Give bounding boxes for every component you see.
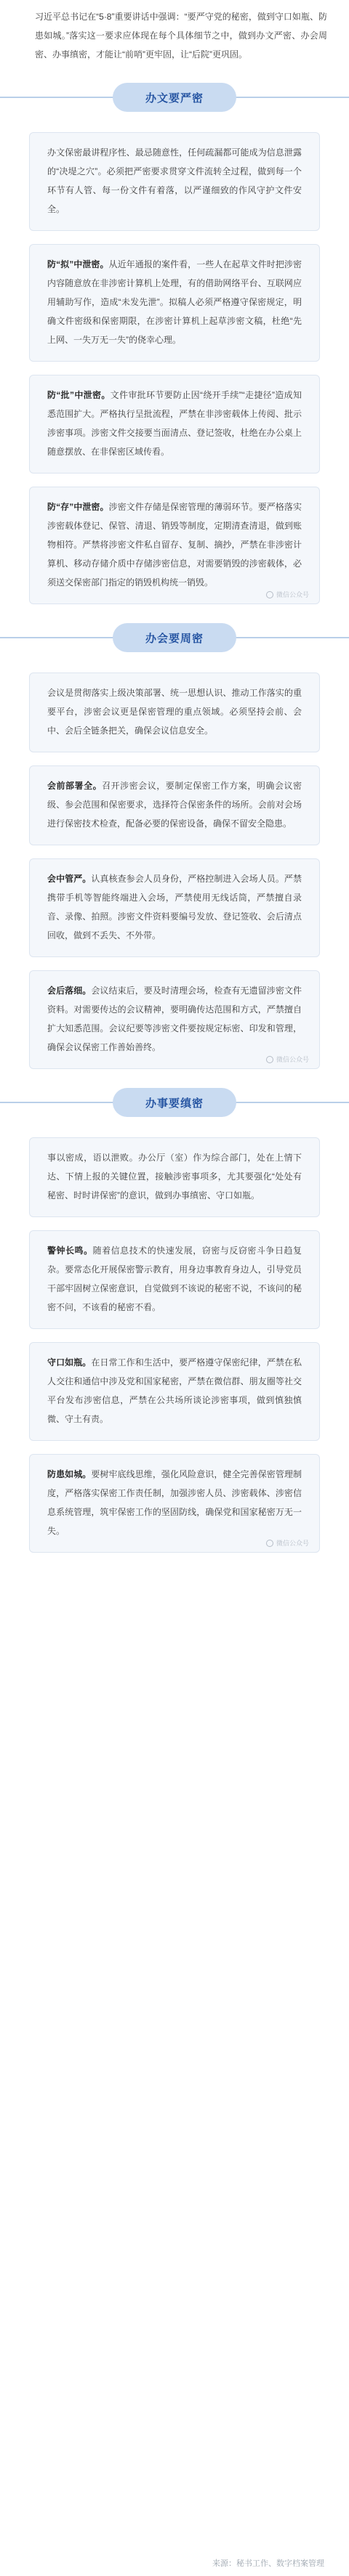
intro-paragraph: 习近平总书记在“5·8”重要讲话中强调：“要严守党的秘密，做到守口如瓶、防患如城。”落实这一要求应体现在每个具体细节之中，做到办文严密、办会周密、办事缜密，才能让“前哨”更牢固，让“后院”更巩固。 [35,12,327,60]
content-card [29,1137,320,1217]
watermark-text: 微信公众号 [276,1056,309,1063]
content-card [29,970,320,1069]
card-paragraph [47,776,302,833]
section-title: 办文要严密 [113,83,236,112]
content-card [29,765,320,845]
card-lead: 会中管严。 [47,874,92,884]
content-card [29,858,320,957]
card-paragraph [47,143,302,219]
card-lead: 防“拟”中泄密。 [47,259,109,269]
card-text: 事以密成，语以泄败。办公厅（室）作为综合部门，处在上情下达、下情上报的关键位置，接触涉密事项多，尤其要强化“处处有秘密、时时讲保密”的意识，做到办事缜密、守口如瓶。 [47,1153,302,1200]
card-paragraph [47,1241,302,1317]
card-text: 随着信息技术的快速发展，窃密与反窃密斗争日趋复杂。要常态化开展保密警示教育，用身边事教育身边人，引导党员干部牢固树立保密意识，自觉做到不该说的秘密不说，不该问的秘密不问，不该看的秘密不看。 [47,1246,302,1312]
card-lead: 警钟长鸣。 [47,1246,93,1256]
content-card [29,1454,320,1553]
content-card [29,132,320,231]
card-lead: 防“存”中泄密。 [47,502,109,512]
watermark-text: 微信公众号 [276,591,309,598]
card-lead: 会后落细。 [47,986,92,996]
watermark [266,1538,309,1548]
card-lead: 会前部署全。 [47,781,103,791]
card-paragraph [47,981,302,1057]
card-text: 办文保密最讲程序性、最忌随意性，任何疏漏都可能成为信息泄露的“决堤之穴”。必须把严密要求贯穿文件流转全过程，做到每一个环节有人管、每一份文件有着落，以严谨细致的作风守护文件安全。 [47,147,302,214]
card-text: 在日常工作和生活中，要严格遵守保密纪律，严禁在私人交往和通信中涉及党和国家秘密，严禁在微信群、朋友圈等社交平台发布涉密信息，严禁在公共场所谈论涉密事项，做到慎独慎微、守土有责。 [47,1357,302,1424]
card-paragraph [47,1353,302,1429]
article-sections [0,78,349,1553]
card-text: 要树牢底线思维，强化风险意识，健全完善保密管理制度，严格落实保密工作责任制，加强涉密人员、涉密载体、涉密信息系统管理，筑牢保密工作的坚固防线，确保党和国家秘密万无一失。 [47,1469,302,1536]
section-title: 办会要周密 [113,623,236,652]
section-banner [0,1084,349,1121]
card-lead: 守口如瓶。 [47,1357,92,1368]
card-text: 会议结束后，要及时清理会场，检查有无遗留涉密文件资料。对需要传达的会议精神，要明确传达范围和方式，严禁擅自扩大知悉范围。会议纪要等涉密文件要按规定标密、印发和管理，确保会议保密工作善始善终。 [47,986,302,1052]
card-text: 认真核查参会人员身份，严格控制进入会场人员。严禁携带手机等智能终端进入会场，严禁使用无线话筒，严禁擅自录音、录像、拍照。涉密文件资料要编号发放、登记签收、会后清点回收，做到不丢失、不外带。 [47,874,302,940]
section-banner [0,78,349,116]
content-card [29,1230,320,1329]
card-paragraph [47,1148,302,1205]
card-paragraph [47,1465,302,1540]
content-card [29,673,320,752]
watermark [266,590,309,599]
content-card [29,487,320,604]
card-text: 会议是贯彻落实上级决策部署、统一思想认识、推动工作落实的重要平台，涉密会议更是保密管理的重点领域。必须坚持会前、会中、会后全链条把关，确保会议信息安全。 [47,688,302,736]
watermark [266,1055,309,1064]
wechat-icon [266,591,273,598]
card-lead: 防“批”中泄密。 [47,390,111,400]
card-paragraph [47,497,302,592]
section-banner [0,619,349,657]
wechat-icon [266,1540,273,1547]
card-text: 召开涉密会议，要制定保密工作方案，明确会议密级、参会范围和保密要求，选择符合保密条件的场所。会前对会场进行保密技术检查，配备必要的保密设备，确保不留安全隐患。 [47,781,302,829]
card-text: 涉密文件存储是保密管理的薄弱环节。要严格落实涉密载体登记、保管、清退、销毁等制度，定期清查清退，做到账物相符。严禁将涉密文件私自留存、复制、摘抄，严禁在非涉密计算机、移动存储介质中存储涉密信息，对需要销毁的涉密载体，必须送交保密部门指定的销毁机构统一销毁。 [47,502,302,588]
card-paragraph [47,869,302,945]
content-card [29,375,320,474]
source-credit: 来源：秘书工作、数字档案管理 [212,2559,324,2568]
card-paragraph [47,683,302,740]
content-card [29,1342,320,1441]
content-card [29,244,320,362]
card-paragraph [47,386,302,461]
card-text: 文件审批环节要防止因“绕开手续”“走捷径”造成知悉范围扩大。严格执行呈批流程，严禁在非涉密载体上传阅、批示涉密事项。涉密文件交接要当面清点、登记签收，杜绝在办公桌上随意摆放、在非保密区域传看。 [47,390,302,457]
card-paragraph [47,255,302,349]
wechat-icon [266,1056,273,1063]
card-text: 从近年通报的案件看，一些人在起草文件时把涉密内容随意放在非涉密计算机上处理，有的借助网络平台、互联网应用辅助写作，造成“未发先泄”。拟稿人必须严格遵守保密规定，明确文件密级和保密期限，在涉密计算机上起草涉密文稿，杜绝“先上网、一失万无一失”的侥幸心理。 [47,259,302,345]
card-lead: 防患如城。 [47,1469,92,1479]
watermark-text: 微信公众号 [276,1540,309,1547]
section-title: 办事要缜密 [113,1088,236,1117]
